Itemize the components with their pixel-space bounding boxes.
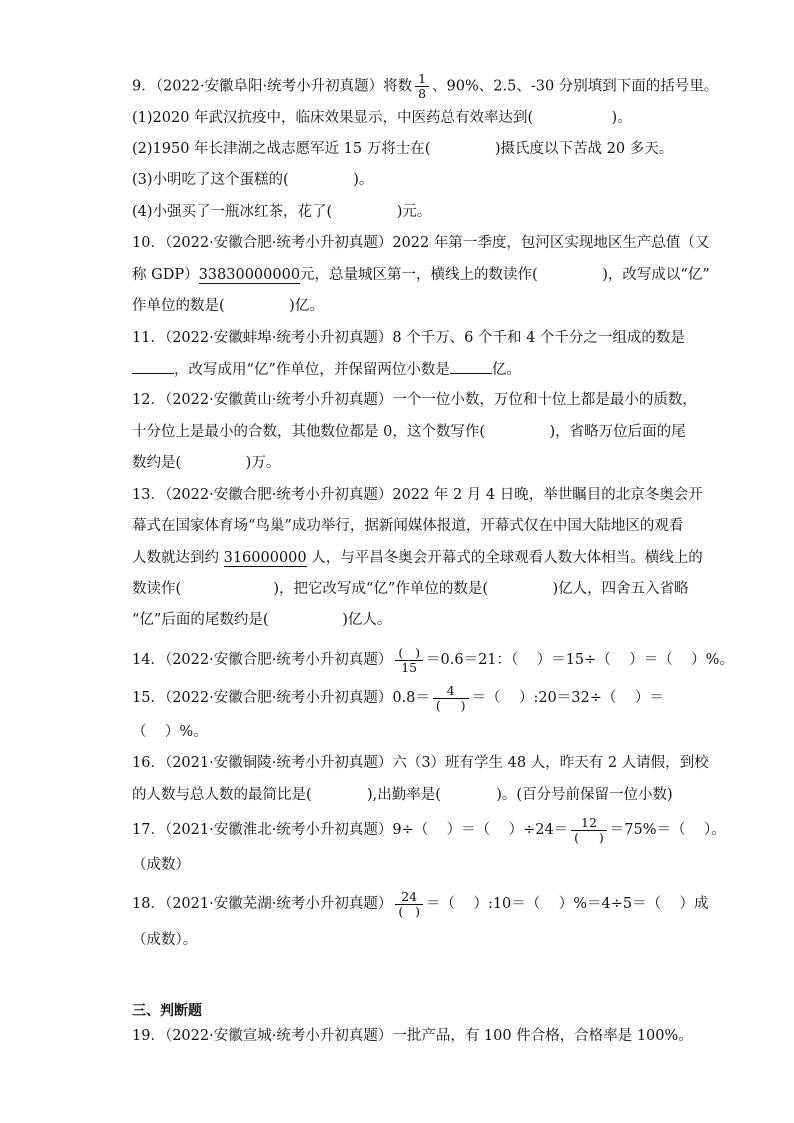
question-15: 15．（2022·安徽合肥·统考小升初真题）0.8＝ $\frac{4}{( )}$ ＝（ ）:20＝32÷（ ）＝ xyxy=(132,682,664,713)
question-18-line-2: （成数）。 xyxy=(132,932,198,948)
question-16-line-1: 16．（2021·安徽铜陵·统考小升初真题）六（3）班有学生 48 人，昨天有 2 人请假，到校 xyxy=(132,755,709,771)
question-11-line-2: ，改写成用“亿”作单位，并保留两位小数是 亿。 xyxy=(132,359,684,380)
question-12-line-1: 12．（2022·安徽黄山·统考小升初真题）一个一位小数，万位和十位上都是最小的质数， xyxy=(132,392,697,408)
question-17-line-2: （成数） xyxy=(132,857,190,873)
question-12-line-2: 十分位上是最小的合数，其他数位都是 0，这个数写作( )，省略万位后面的尾 xyxy=(132,424,686,440)
question-9-part-2: (2)1950 年长津湖之战志愿军近 15 万将士在( )摄氏度以下苦战 20 多天。 xyxy=(132,141,674,157)
fraction-one-eighth: $\frac{1}{8}$ xyxy=(415,72,429,101)
question-18: 18．（2021·安徽芜湖·统考小升初真题） $\frac{24}{( )}$ ＝（ ）:10＝（ ）%＝4÷5＝（ ）成 xyxy=(132,888,709,919)
fraction: $\frac{24}{( )}$ xyxy=(395,890,423,919)
answer-blank[interactable] xyxy=(132,359,174,374)
question-13-line-5: “亿”后面的尾数约是( )亿人。 xyxy=(132,612,392,628)
question-9-part-3: (3)小明吃了这个蛋糕的( )。 xyxy=(132,172,374,188)
question-11-line-1: 11．（2022·安徽蚌埠·统考小升初真题）8 个千万、6 个千和 4 个千分之一组成的数是 xyxy=(132,330,685,346)
fraction: $\frac{4}{( )}$ xyxy=(433,684,469,713)
question-9-part-1: (1)2020 年武汉抗疫中，临床效果显示，中医药总有效率达到( )。 xyxy=(132,110,632,126)
question-10-line-3: 作单位的数是( )亿。 xyxy=(132,298,324,314)
question-10-line-2: 称 GDP）33830000000元，总量城区第一，横线上的数读作( )，改写成以“亿” xyxy=(132,267,710,283)
fraction: $\frac{( )}{15}$ xyxy=(395,646,423,675)
section-heading: 三、判断题 xyxy=(132,1003,202,1019)
underlined-number: 316000000 xyxy=(223,550,307,566)
answer-blank[interactable] xyxy=(450,359,492,374)
question-19-line-1: 19．（2022·安徽宣城·统考小升初真题）一批产品，有 100 件合格，合格率是 100%。 xyxy=(132,1028,693,1044)
question-13-line-3: 人数就达到约 316000000 人，与平昌冬奥会开幕式的全球观看人数大体相当。横线上的 xyxy=(132,550,703,566)
question-13-line-4: 数读作( )，把它改写成“亿”作单位的数是( )亿人，四舍五入省略 xyxy=(132,581,689,597)
fraction: $\frac{12}{( )}$ xyxy=(571,816,607,845)
question-9-part-4: (4)小强买了一瓶冰红茶，花了( )元。 xyxy=(132,204,432,220)
question-15-line-2: （ ）%。 xyxy=(132,724,208,740)
question-12-line-3: 数约是( )万。 xyxy=(132,455,281,471)
question-13-line-2: 幕式在国家体育场“鸟巢”成功举行，据新闻媒体报道，开幕式仅在中国大陆地区的观看 xyxy=(132,518,684,534)
question-16-line-2: 的人数与总人数的最简比是( ),出勤率是( )。(百分号前保留一位小数) xyxy=(132,787,673,803)
question-10-line-1: 10．（2022·安徽合肥·统考小升初真题）2022 年第一季度，包河区实现地区生产总值（又 xyxy=(132,235,710,251)
question-17: 17．（2021·安徽淮北·统考小升初真题）9÷（ ）＝（ ）÷24＝ $\frac{12}{( )}$ ＝75%＝（ ）。 xyxy=(132,814,726,845)
underlined-number: 33830000000 xyxy=(198,267,301,283)
question-13-line-1: 13．（2022·安徽合肥·统考小升初真题）2022 年 2 月 4 日晚，举世瞩目的北京冬奥会开 xyxy=(132,487,703,503)
question-9-stem: 9．（2022·安徽阜阳·统考小升初真题）将数 $\frac{1}{8}$ 、90%、2.5、-30 分别填到下面的括号里。 xyxy=(132,71,719,101)
question-14: 14．（2022·安徽合肥·统考小升初真题） $\frac{( )}{15}$ ＝0.6＝21：（ ）＝15÷（ ）＝（ ）%。 xyxy=(132,644,734,675)
